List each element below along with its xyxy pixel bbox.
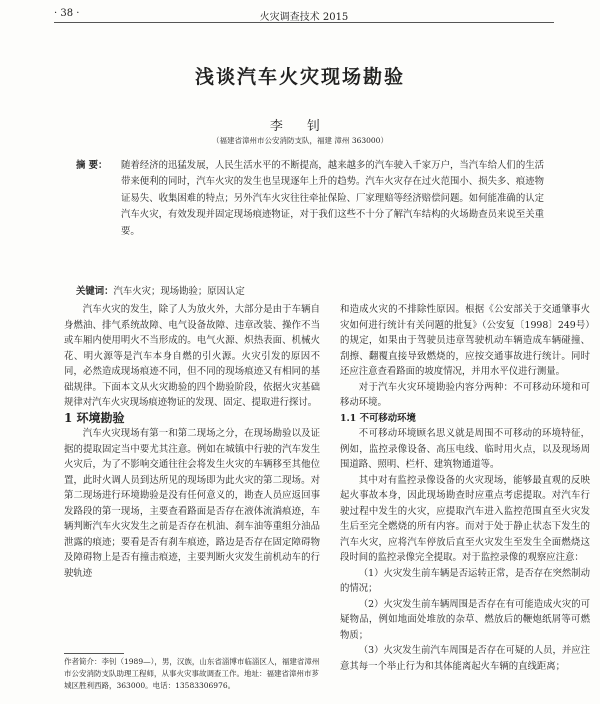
left-column: [64, 302, 320, 581]
right-column: [340, 302, 590, 674]
intro-paragraph: 汽车火灾的发生，除了人为放火外，大部分是由于车辆自身燃油、排气系统故障、电气设备故障、违章改装、操作不当或车厢内使用明火不当形成的。电气火源、炽热表面、机械火花、明火源等是汽车本身自燃的引火源。火灾引发的原因不同，必然造成现场痕迹不同，但不同的现场痕迹又有相同的基础规律。下面本文从火灾勘验的四个勘验阶段，依据火灾基础规律对汽车火灾现场痕迹物证的发现、固定、提取进行探讨。: [64, 304, 320, 408]
running-header: [54, 8, 554, 22]
paragraph-continued: 和造成火灾的不排除性原因。根据《公安部关于交通肇事火灾如何进行统计有关问题的批复》（公安复〔1998〕249号）的规定，如果由于驾驶员违章驾驶机动车辆造成车辆碰撞、刮擦、翻覆直接导致燃烧的，应按交通事故进行统计。同时还应注意查看路面的坡度情况，并用水平仪进行测量。: [340, 304, 590, 377]
author-footnote: 作者简介：李钊（1989—），男，汉族，山东省淄博市临淄区人，福建省漳州市公安消防支队助理工程师，从事火灾事故调查工作。地址：福建省漳州市芗城区胜利西路，363000。电话：13583306976。: [64, 657, 320, 690]
paragraph: 不可移动环境顾名思义就是周围不可移动的环境特征，例如，监控录像设备、高压电线、临时用火点，以及现场周围道路、照明、栏杆、建筑物通道等。: [340, 428, 590, 470]
keywords: [76, 283, 245, 297]
keywords-text: 汽车火灾；现场勘验；原因认定: [113, 286, 245, 297]
keywords-label: 关键词：: [76, 286, 114, 297]
abstract-label: 摘 要：: [76, 160, 108, 171]
paragraph: 其中对有监控录像设备的火灾现场，能够最直观的反映起火事故本身，因此现场勘查时应重点考虑提取。对汽车行驶过程中发生的火灾，应提取汽车进入监控范围直至火灾发生后至完全燃烧的所有内容。而对于处于静止状态下发生的汽车火灾，应将汽车停放后直至火灾发生至发生全面燃烧这段时间的监控录像完全提取。对于监控录像的观察应注意：: [340, 474, 590, 563]
section-heading-1: 1 环境勘验: [64, 410, 125, 425]
author-affiliation: （福建省漳州市公安消防支队，福建 漳州 363000）: [212, 136, 388, 145]
list-item: （2）火灾发生前车辆周围是否存在有可能造成火灾的可疑物品，例如地面处堆放的杂草、燃放后的鞭炮纸屑等可燃物质；: [340, 598, 590, 641]
list-item: （1）火灾发生前车辆是否运转正常，是否存在突然制动的情况；: [340, 567, 590, 594]
journal-name: 火灾调查技术 2015: [259, 12, 349, 23]
abstract: [76, 158, 544, 240]
page-number: · 38 ·: [54, 8, 80, 19]
abstract-text: 随着经济的迅猛发展，人民生活水平的不断提高，越来越多的汽车驶入千家万户，当汽车给人们的生活带来便利的同时，汽车火灾的发生也呈现逐年上升的趋势。汽车火灾存在过火范围小、损失多、痕迹物证易失、收集困难的特点；另外汽车火灾往往牵扯保险、厂家理赔等经济赔偿问题。如何能准确的认定汽车火灾，有效发现并固定现场痕迹物证，对于我们这些不十分了解汽车结构的火场勘查员来说至关重要。: [121, 160, 544, 237]
section-1-paragraph: 汽车火灾现场有第一和第二现场之分，在现场勘验以及证据的提取固定当中要尤其注意。例如在城镇中行驶的汽车发生火灾后，为了不影响交通往往会将发生火灾的车辆移至其他位置，此时火调人员到达所见的现场即为此火灾的第二现场。对第二现场进行环境勘验是没有任何意义的，勘查人员应返回事发路段的第一现场，主要查看路面是否存在液体流淌痕迹，车辆判断汽车火灾发生之前是否存在机油、刹车油等重组分油品泄露的痕迹；要看是否有刹车痕迹，路边是否存在固定障碍物及障碍物上是否有撞击痕迹，主要判断火灾发生前机动车的行驶轨迹: [64, 428, 320, 579]
author-name: 李 钊: [269, 119, 331, 134]
subsection-heading-1-1: 1.1 不可移动环境: [340, 412, 416, 424]
header-rule: [54, 22, 554, 23]
list-item: （3）火灾发生前汽车周围是否存在可疑的人员，并应注意其每一个举止行为和其体能离起火车辆的直线距离；: [340, 645, 590, 672]
footnote-rule: [64, 653, 124, 654]
article-title: 浅谈汽车火灾现场勘验: [194, 66, 405, 88]
paragraph: 对于汽车火灾环境勘验内容分两种：不可移动环境和可移动环境。: [340, 381, 590, 408]
